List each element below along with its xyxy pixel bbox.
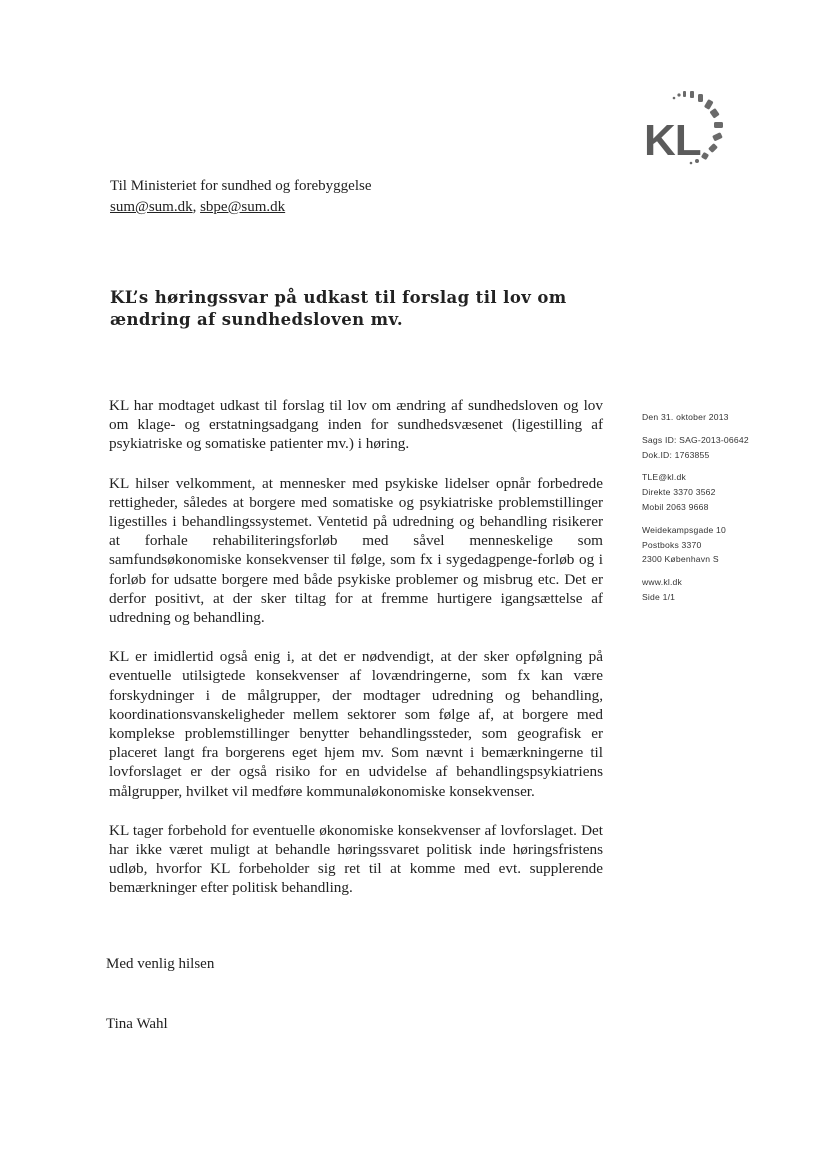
date-group [642, 410, 792, 425]
signature-name: Tina Wahl [106, 1016, 168, 1032]
page-number: Side 1/1 [642, 591, 676, 602]
email-link-sum[interactable]: sum@sum.dk [110, 199, 193, 215]
website-link[interactable]: www.kl.dk [642, 577, 683, 588]
address-postbox: Postboks 3370 [642, 539, 702, 550]
contact-email[interactable]: TLE@kl.dk [642, 472, 686, 483]
kl-logo [640, 88, 740, 178]
paragraph: KL er imidlertid også enig i, at det er nødvendigt, at der sker opfølgning på eventuelle utilsigtede konsekvenser af lovændringerne, som fx kan være forskydninger i de målgrupper, der modtager udredning og behandling, koordinationsvanskeligheder mellem sektorer som følge af, at borgere med komplekse problemstillinger benytter behandlingssteder, som geografisk er placeret langt fra borgerens eget hjem mv. Som nævnt i bemærkningerne til lovforslaget er der også risiko for en udvidelse af behandlingspsykiatriens målgrupper, hvilket vil medføre kommunaløkonomiske konsekvenser. [109, 648, 603, 800]
paragraph: KL har modtaget udkast til forslag til lov om ændring af sundhedsloven og lov om klage- og erstatningsadgang inden for sundhedsvæsenet (ligestilling af psykiatriske og somatiske patienter mv.) i høring. [109, 397, 603, 453]
email-separator: , [192, 199, 201, 215]
paragraph: KL tager forbehold for eventuelle økonomiske konsekvenser af lovforslaget. Det har ikke været muligt at behandle høringssvaret politisk inde høringsfristens udløb, hvorfor KL forbeholder sig ret til at komme med evt. supplerende bemærkninger efter politisk behandling. [109, 821, 603, 897]
email-link-sbpe[interactable]: sbpe@sum.dk [200, 199, 286, 215]
recipient-block [110, 176, 372, 218]
address-street: Weidekampsgade 10 [642, 524, 726, 535]
address-group [642, 523, 792, 567]
closing-salutation: Med venlig hilsen [106, 956, 215, 972]
web-group [642, 575, 792, 605]
contact-group [642, 470, 792, 514]
document-title: KL’s høringssvar på udkast til forslag til lov om ændring af sundhedsloven mv. [110, 288, 567, 329]
letter-date: Den 31. oktober 2013 [642, 412, 729, 422]
id-group [642, 433, 792, 463]
letter-body [109, 396, 603, 918]
recipient-name: Til Ministeriet for sundhed og forebyggelse [110, 178, 372, 194]
sags-id: Sags ID: SAG-2013-06642 [642, 434, 749, 445]
contact-mobile: Mobil 2063 9668 [642, 501, 709, 512]
paragraph: KL hilser velkomment, at mennesker med psykiske lidelser opnår forbedrede rettigheder, således at borgere med somatiske og psykiatriske problemstillinger ligestilles i behandlingssystemet. Ventetid på udredning og behandling risikerer at forhale rehabiliteringsforløb med såvel menneskelige som samfundsøkonomiske konsekvenser til følge, som fx i sygedagpenge-forløb og i forløb for udsatte borgere med både psykiske problemer og misbrug etc. Det er derfor positivt, at der sker tiltag for at fremme hurtigere igangsættelse af udredning og behandling. [109, 474, 603, 627]
address-city: 2300 København S [642, 554, 719, 565]
logo-text: KL [644, 116, 701, 165]
meta-sidebar [642, 410, 792, 613]
dok-id: Dok.ID: 1763855 [642, 449, 710, 460]
recipient-emails [110, 197, 372, 218]
contact-direct-phone: Direkte 3370 3562 [642, 487, 716, 498]
